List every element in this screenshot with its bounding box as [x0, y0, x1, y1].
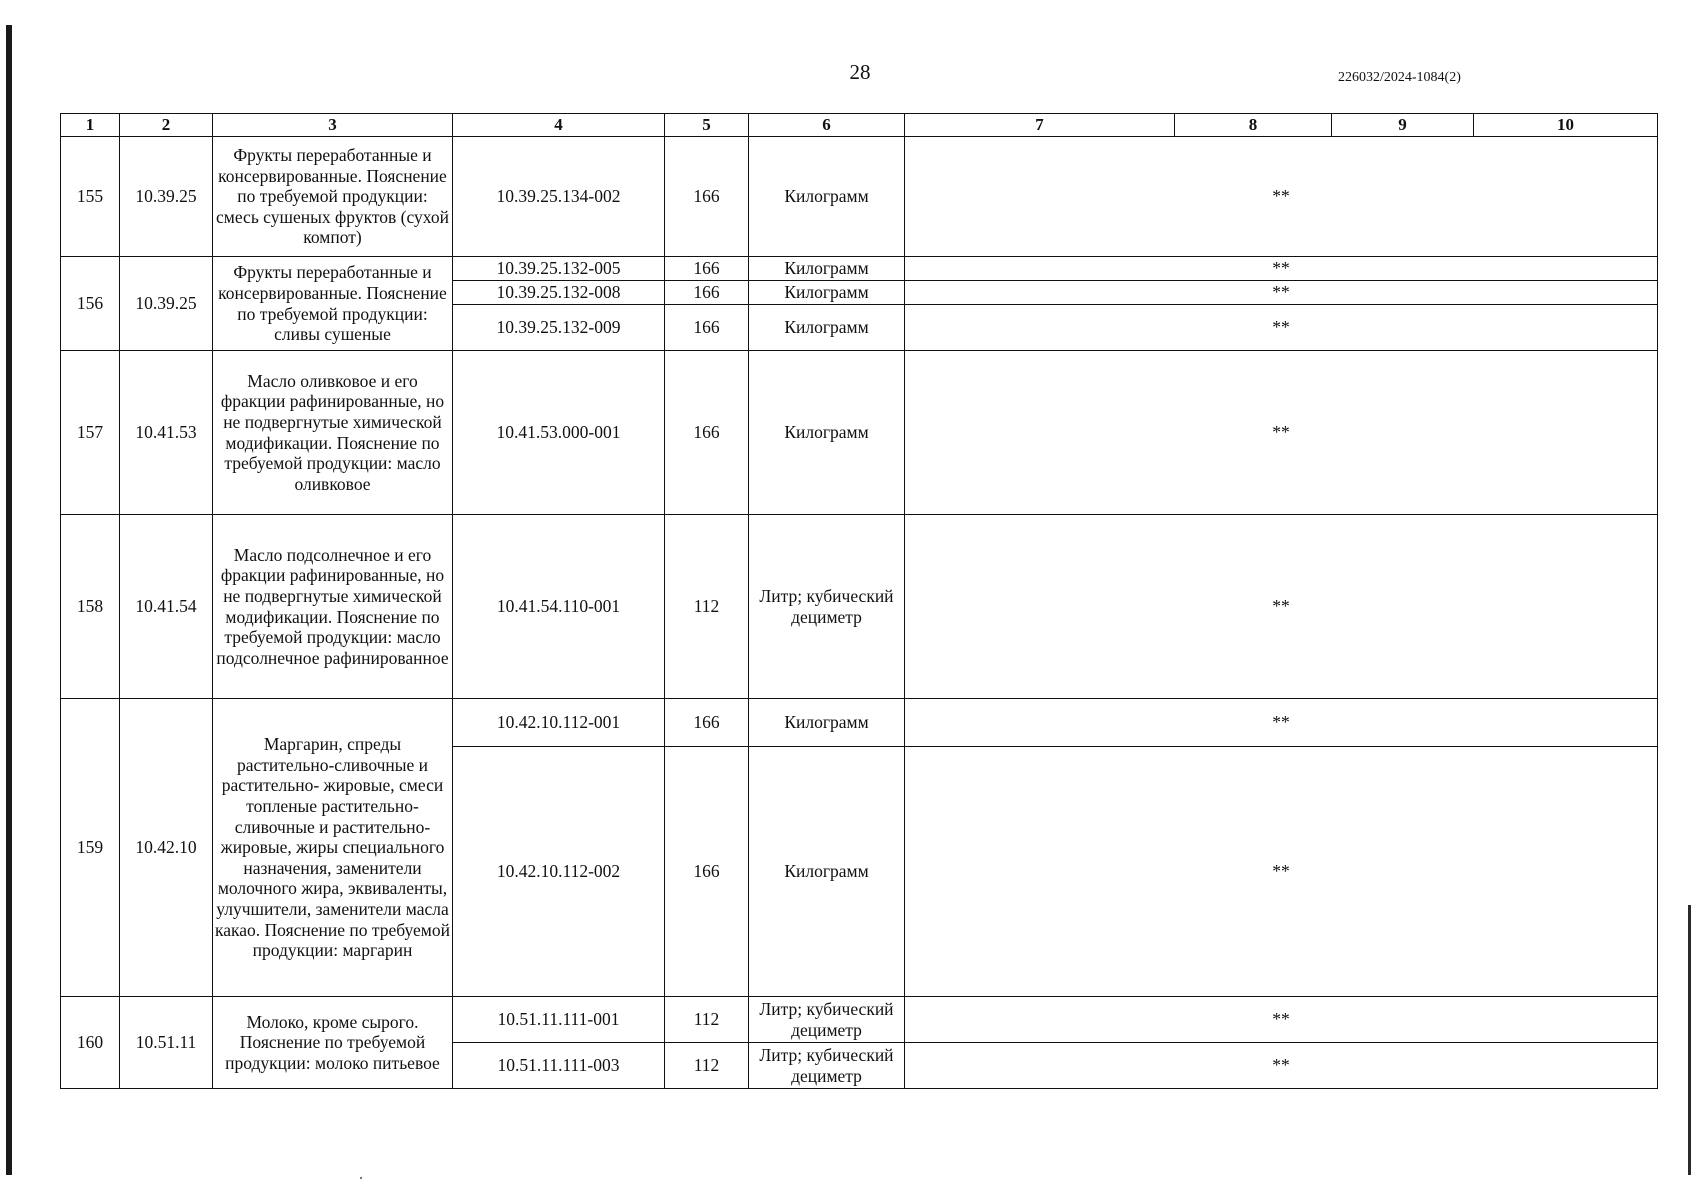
- document-id: 226032/2024-1084(2): [1338, 70, 1461, 85]
- product-name: Масло подсолнечное и его фракции рафинированные, но не подвергнутые химической модификации. Пояснение по требуемой продукции: масло подсолнечное рафинированное: [213, 515, 453, 699]
- requirements-mark: **: [905, 699, 1658, 747]
- col-header-6: 6: [749, 114, 905, 137]
- col-header-2: 2: [120, 114, 213, 137]
- okei-code: 166: [665, 137, 749, 257]
- table-row: [61, 997, 1658, 1043]
- product-name: Фрукты переработанные и консервированные. Пояснение по требуемой продукции: сливы сушеные: [213, 257, 453, 351]
- unit-name: Килограмм: [749, 281, 905, 305]
- row-number: 155: [61, 137, 120, 257]
- col-header-10: 10: [1474, 114, 1658, 137]
- okpd-code: 10.42.10: [120, 699, 213, 997]
- unit-name: Литр; кубический дециметр: [749, 997, 905, 1043]
- unit-name: Килограмм: [749, 351, 905, 515]
- scan-edge-right: [1688, 905, 1691, 1175]
- requirements-mark: **: [905, 515, 1658, 699]
- header-row: [61, 114, 1658, 137]
- requirements-mark: **: [905, 997, 1658, 1043]
- product-name: Фрукты переработанные и консервированные. Пояснение по требуемой продукции: смесь сушеных фруктов (сухой компот): [213, 137, 453, 257]
- unit-name: Килограмм: [749, 137, 905, 257]
- col-header-7: 7: [905, 114, 1175, 137]
- table-row: [61, 699, 1658, 747]
- requirements-mark: **: [905, 137, 1658, 257]
- okei-code: 166: [665, 747, 749, 997]
- ktru-code: 10.39.25.134-002: [453, 137, 665, 257]
- okei-code: 166: [665, 305, 749, 351]
- table-row: [61, 137, 1658, 257]
- requirements-mark: **: [905, 1043, 1658, 1089]
- ktru-code: 10.42.10.112-001: [453, 699, 665, 747]
- row-number: 158: [61, 515, 120, 699]
- product-name: Маргарин, спреды растительно-сливочные и растительно- жировые, смеси топленые растительно-сливочные и растительно-жировые, жиры специального назначения, заменители молочного жира, эквиваленты, улучшители, заменители масла какао. Пояснение по требуемой продукции: маргарин: [213, 699, 453, 997]
- ktru-code: 10.51.11.111-001: [453, 997, 665, 1043]
- unit-name: Килограмм: [749, 747, 905, 997]
- ktru-code: 10.42.10.112-002: [453, 747, 665, 997]
- unit-name: Литр; кубический дециметр: [749, 515, 905, 699]
- okei-code: 166: [665, 699, 749, 747]
- okei-code: 112: [665, 997, 749, 1043]
- ktru-code: 10.39.25.132-008: [453, 281, 665, 305]
- ktru-code: 10.51.11.111-003: [453, 1043, 665, 1089]
- row-number: 157: [61, 351, 120, 515]
- requirements-mark: **: [905, 281, 1658, 305]
- ktru-code: 10.41.53.000-001: [453, 351, 665, 515]
- row-number: 159: [61, 699, 120, 997]
- ktru-code: 10.39.25.132-009: [453, 305, 665, 351]
- unit-name: Литр; кубический дециметр: [749, 1043, 905, 1089]
- unit-name: Килограмм: [749, 305, 905, 351]
- table-row: [61, 257, 1658, 281]
- page-number: 28: [849, 60, 871, 84]
- okei-code: 112: [665, 1043, 749, 1089]
- requirements-mark: **: [905, 747, 1658, 997]
- unit-name: Килограмм: [749, 699, 905, 747]
- okpd-code: 10.41.54: [120, 515, 213, 699]
- okei-code: 166: [665, 257, 749, 281]
- scan-edge-left: [6, 25, 12, 1175]
- unit-name: Килограмм: [749, 257, 905, 281]
- ktru-code: 10.39.25.132-005: [453, 257, 665, 281]
- row-number: 156: [61, 257, 120, 351]
- requirements-mark: **: [905, 305, 1658, 351]
- okei-code: 166: [665, 351, 749, 515]
- scan-speck: [360, 1177, 362, 1179]
- okei-code: 112: [665, 515, 749, 699]
- okpd-code: 10.51.11: [120, 997, 213, 1089]
- col-header-3: 3: [213, 114, 453, 137]
- ktru-code: 10.41.54.110-001: [453, 515, 665, 699]
- product-name: Масло оливковое и его фракции рафинированные, но не подвергнутые химической модификации. Пояснение по требуемой продукции: масло оливковое: [213, 351, 453, 515]
- col-header-5: 5: [665, 114, 749, 137]
- products-table: [60, 113, 1658, 1089]
- product-name: Молоко, кроме сырого. Пояснение по требуемой продукции: молоко питьевое: [213, 997, 453, 1089]
- col-header-4: 4: [453, 114, 665, 137]
- okpd-code: 10.39.25: [120, 257, 213, 351]
- col-header-8: 8: [1175, 114, 1332, 137]
- table-row: [61, 351, 1658, 515]
- col-header-1: 1: [61, 114, 120, 137]
- okpd-code: 10.39.25: [120, 137, 213, 257]
- row-number: 160: [61, 997, 120, 1089]
- table-row: [61, 515, 1658, 699]
- okpd-code: 10.41.53: [120, 351, 213, 515]
- col-header-9: 9: [1332, 114, 1474, 137]
- requirements-mark: **: [905, 257, 1658, 281]
- requirements-mark: **: [905, 351, 1658, 515]
- okei-code: 166: [665, 281, 749, 305]
